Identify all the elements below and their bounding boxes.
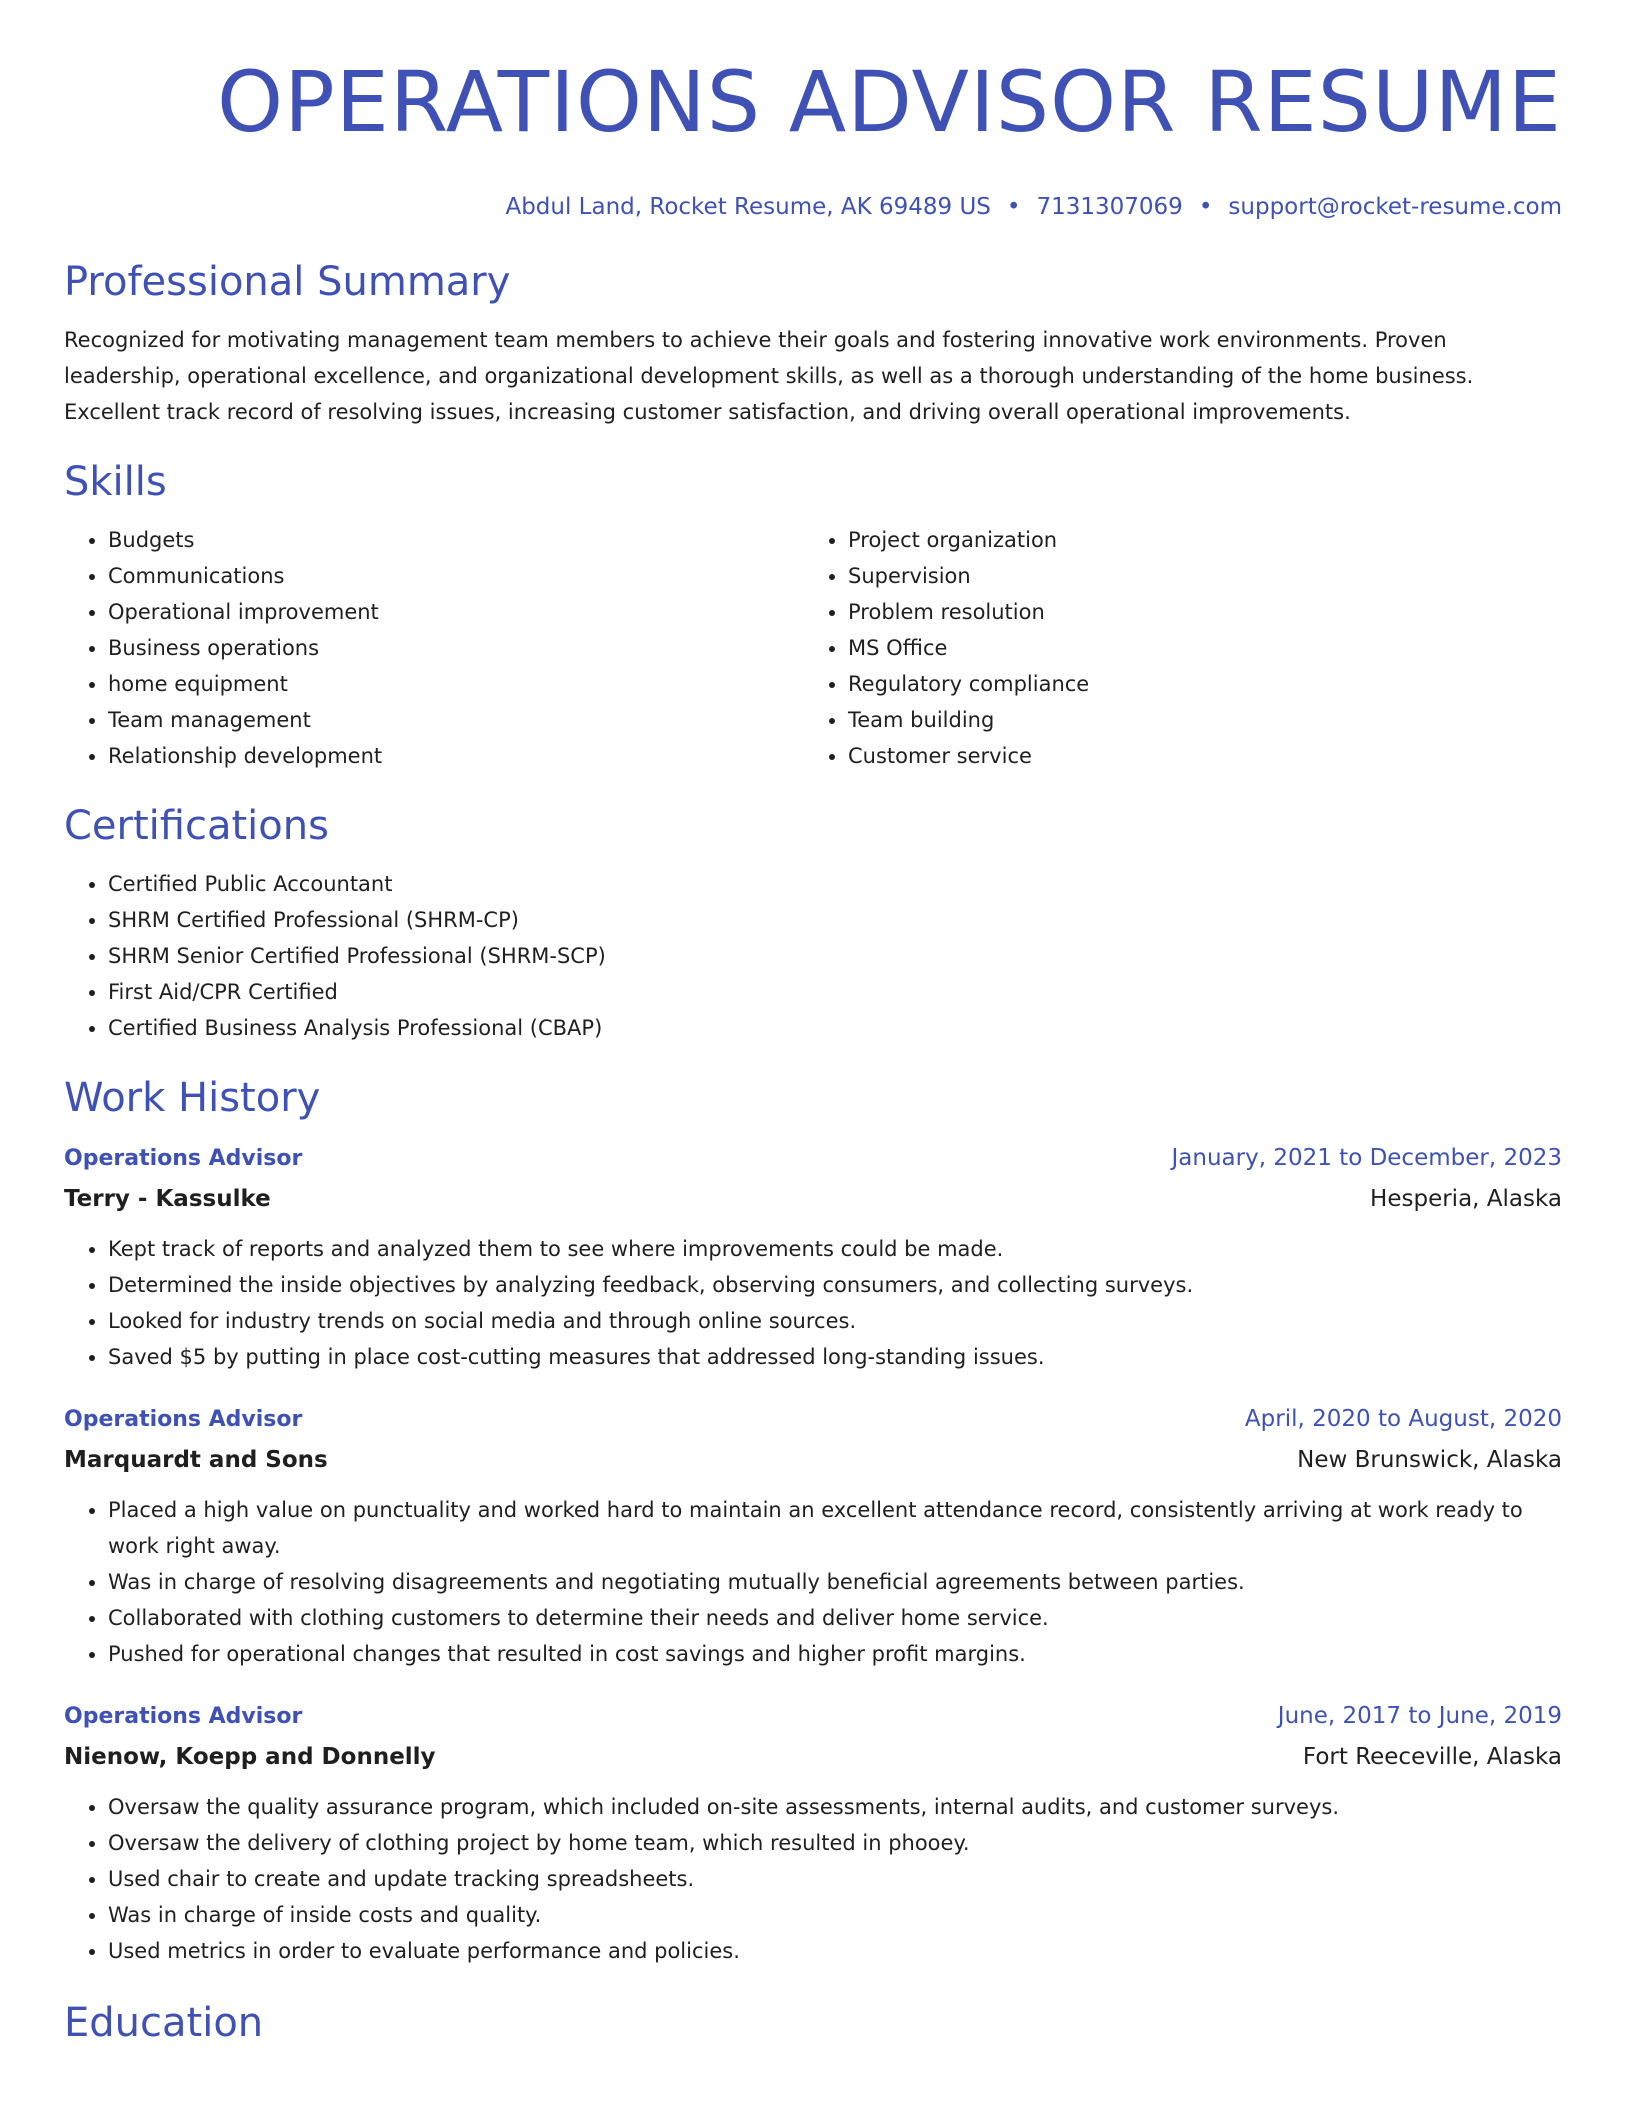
work-history-heading: Work History (64, 1075, 321, 1121)
certification-item: • Certified Public Accountant (108, 866, 1562, 902)
skill-item: • Project organization (848, 522, 1544, 558)
job-dates: April, 2020 to August, 2020 (1244, 1406, 1562, 1432)
skills-list-left (64, 522, 804, 774)
contact-separator: • (1198, 194, 1213, 220)
education-heading: Education (64, 2000, 264, 2046)
job-bullet: • Used metrics in order to evaluate performance and policies. (108, 1933, 1562, 1969)
job-bullet: • Placed a high value on punctuality and worked hard to maintain an excellent attendance record, consistently arriving at work ready to work right away. (108, 1492, 1562, 1564)
certifications-heading: Certifications (64, 803, 329, 849)
job-bullets (64, 1492, 1562, 1672)
job-bullets (64, 1231, 1562, 1375)
job-company-row (64, 1737, 1562, 1777)
job-company-row (64, 1179, 1562, 1219)
job-location: Hesperia, Alaska (1370, 1186, 1562, 1212)
contact-line (64, 192, 1562, 222)
skill-item: • Supervision (848, 558, 1544, 594)
skill-item: • Team building (848, 702, 1544, 738)
skills-column-left (64, 522, 804, 774)
summary-text: Recognized for motivating management team members to achieve their goals and fostering innovative work environments. Proven leadership, operational excellence, and organizational development skills, as well as a thorough understanding of the home business. Excellent track record of resolving issues, increasing customer satisfaction, and driving overall operational improvements. (64, 328, 1474, 424)
job-company: Marquardt and Sons (64, 1447, 328, 1473)
job-bullet: • Oversaw the delivery of clothing project by home team, which resulted in phooey. (108, 1825, 1562, 1861)
job-entry (64, 1696, 1562, 1969)
summary-section (64, 256, 1562, 430)
skills-grid (64, 522, 1562, 774)
job-header-row (64, 1399, 1562, 1440)
job-entry (64, 1138, 1562, 1375)
job-header-row (64, 1696, 1562, 1737)
job-header-row (64, 1138, 1562, 1179)
job-location: New Brunswick, Alaska (1297, 1447, 1562, 1473)
certification-item: • First Aid/CPR Certified (108, 974, 1562, 1010)
resume-page (64, 0, 1562, 2049)
skill-item: • Team management (108, 702, 804, 738)
contact-phone: 7131307069 (1036, 194, 1183, 220)
job-dates: January, 2021 to December, 2023 (1171, 1145, 1562, 1171)
job-bullet: • Used chair to create and update tracking spreadsheets. (108, 1861, 1562, 1897)
job-bullet: • Was in charge of resolving disagreements and negotiating mutually beneficial agreements between parties. (108, 1564, 1562, 1600)
skill-item: • Relationship development (108, 738, 804, 774)
certification-item: • SHRM Senior Certified Professional (SHRM-SCP) (108, 938, 1562, 974)
skill-item: • Problem resolution (848, 594, 1544, 630)
education-section (64, 1997, 1562, 2049)
job-company: Terry - Kassulke (64, 1186, 271, 1212)
skills-list-right (804, 522, 1544, 774)
job-entry (64, 1399, 1562, 1672)
job-location: Fort Reeceville, Alaska (1302, 1744, 1562, 1770)
skill-item: • home equipment (108, 666, 804, 702)
summary-heading: Professional Summary (64, 259, 511, 305)
skill-item: • MS Office (848, 630, 1544, 666)
skills-section (64, 456, 1562, 774)
skill-item: • Business operations (108, 630, 804, 666)
job-company-row (64, 1440, 1562, 1480)
work-history-section (64, 1072, 1562, 1969)
certification-item: • Certified Business Analysis Professional (CBAP) (108, 1010, 1562, 1046)
job-dates: June, 2017 to June, 2019 (1277, 1703, 1562, 1729)
job-title: Operations Advisor (64, 1704, 303, 1729)
job-bullet: • Oversaw the quality assurance program, which included on-site assessments, internal audits, and customer surveys. (108, 1789, 1562, 1825)
job-bullet: • Saved $5 by putting in place cost-cutting measures that addressed long-standing issues. (108, 1339, 1562, 1375)
skill-item: • Customer service (848, 738, 1544, 774)
certifications-list (64, 866, 1562, 1046)
job-title: Operations Advisor (64, 1146, 303, 1171)
certification-item: • SHRM Certified Professional (SHRM-CP) (108, 902, 1562, 938)
contact-separator: • (1006, 194, 1021, 220)
skills-heading: Skills (64, 459, 167, 505)
resume-title: OPERATIONS ADVISOR RESUME (216, 53, 1562, 151)
job-bullets (64, 1789, 1562, 1969)
job-bullet: • Was in charge of inside costs and quality. (108, 1897, 1562, 1933)
job-bullet: • Pushed for operational changes that resulted in cost savings and higher profit margins. (108, 1636, 1562, 1672)
skill-item: • Regulatory compliance (848, 666, 1544, 702)
job-bullet: • Collaborated with clothing customers to determine their needs and deliver home service. (108, 1600, 1562, 1636)
certifications-section (64, 800, 1562, 1046)
job-bullet: • Looked for industry trends on social media and through online sources. (108, 1303, 1562, 1339)
contact-address: Abdul Land, Rocket Resume, AK 69489 US (505, 194, 991, 220)
skill-item: • Budgets (108, 522, 804, 558)
job-bullet: • Kept track of reports and analyzed them to see where improvements could be made. (108, 1231, 1562, 1267)
skills-column-right (804, 522, 1544, 774)
job-company: Nienow, Koepp and Donnelly (64, 1744, 436, 1770)
job-title: Operations Advisor (64, 1407, 303, 1432)
contact-email: support@rocket-resume.com (1228, 194, 1562, 220)
skill-item: • Operational improvement (108, 594, 804, 630)
skill-item: • Communications (108, 558, 804, 594)
job-bullet: • Determined the inside objectives by analyzing feedback, observing consumers, and collecting surveys. (108, 1267, 1562, 1303)
